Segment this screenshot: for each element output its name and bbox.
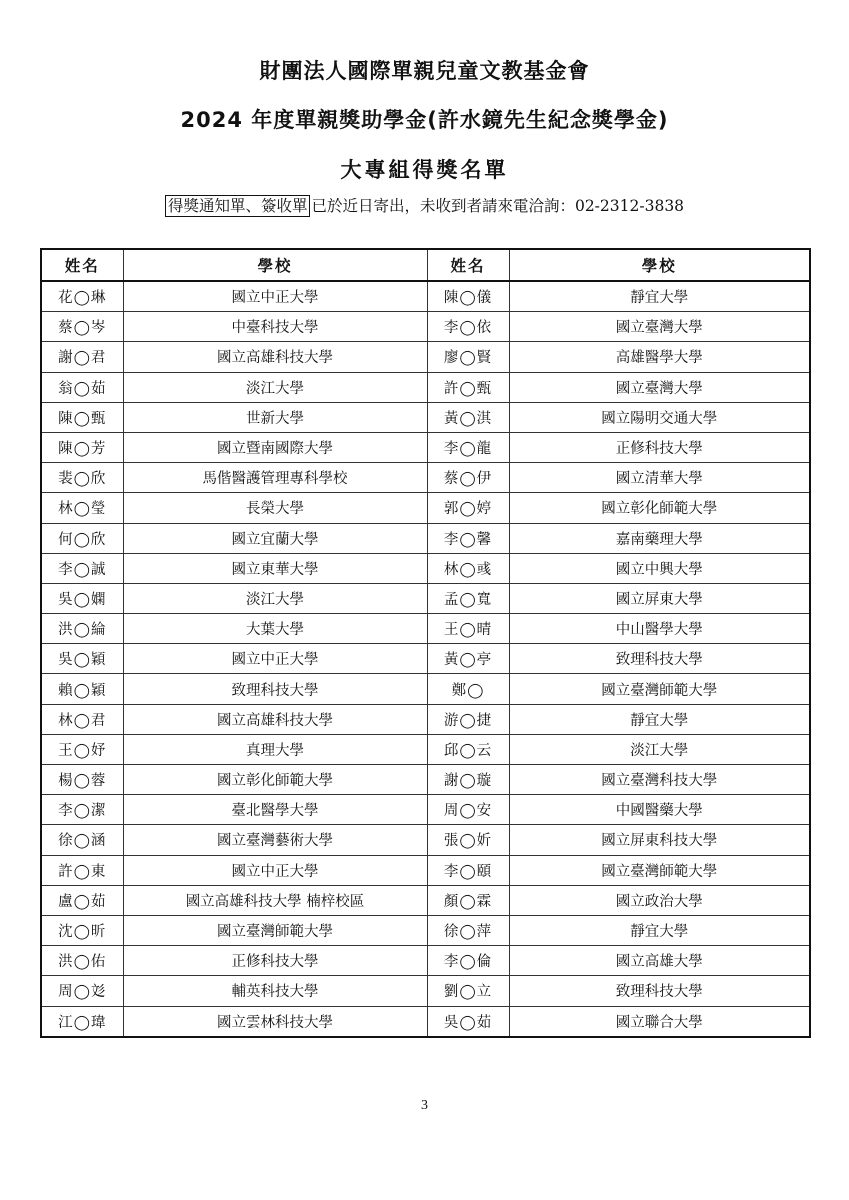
- school-cell: 長榮大學: [123, 493, 427, 523]
- school-cell: 國立臺灣科技大學: [509, 765, 810, 795]
- header-name-right: 姓名: [427, 249, 509, 281]
- school-cell: 國立聯合大學: [509, 1006, 810, 1037]
- winner-name-cell: 許◯甄: [427, 372, 509, 402]
- winner-name-cell: 王◯妤: [41, 734, 123, 764]
- table-row: [41, 523, 810, 553]
- table-row: [41, 281, 810, 312]
- school-cell: 國立政治大學: [509, 885, 810, 915]
- winner-name-cell: 林◯彧: [427, 553, 509, 583]
- school-cell: 中山醫學大學: [509, 614, 810, 644]
- winner-name-cell: 盧◯茹: [41, 885, 123, 915]
- table-body: [41, 281, 810, 1037]
- table-row: [41, 342, 810, 372]
- school-cell: 輔英科技大學: [123, 976, 427, 1006]
- school-cell: 國立陽明交通大學: [509, 402, 810, 432]
- winner-name-cell: 黃◯淇: [427, 402, 509, 432]
- table-row: [41, 704, 810, 734]
- group-title: 大專組得獎名單: [340, 158, 509, 182]
- winner-name-cell: 王◯晴: [427, 614, 509, 644]
- winner-name-cell: 李◯依: [427, 312, 509, 342]
- school-cell: 國立高雄科技大學: [123, 342, 427, 372]
- school-cell: 靜宜大學: [509, 915, 810, 945]
- table-row: [41, 946, 810, 976]
- table-row: [41, 674, 810, 704]
- school-cell: 國立中正大學: [123, 644, 427, 674]
- winner-name-cell: 張◯妡: [427, 825, 509, 855]
- winner-name-cell: 蔡◯伊: [427, 463, 509, 493]
- school-cell: 國立東華大學: [123, 553, 427, 583]
- winner-name-cell: 江◯瑋: [41, 1006, 123, 1037]
- table-row: [41, 734, 810, 764]
- school-cell: 國立臺灣大學: [509, 312, 810, 342]
- winner-name-cell: 吳◯嫻: [41, 583, 123, 613]
- school-cell: 國立高雄科技大學: [123, 704, 427, 734]
- school-cell: 國立臺灣師範大學: [509, 674, 810, 704]
- school-cell: 致理科技大學: [509, 976, 810, 1006]
- school-cell: 國立中正大學: [123, 855, 427, 885]
- winner-name-cell: 楊◯蓉: [41, 765, 123, 795]
- winner-name-cell: 游◯捷: [427, 704, 509, 734]
- school-cell: 靜宜大學: [509, 281, 810, 312]
- notice-line: [0, 194, 849, 216]
- winner-name-cell: 周◯彣: [41, 976, 123, 1006]
- page-number: 3: [421, 1098, 428, 1113]
- notice-boxed-text: 得獎通知單、簽收單: [165, 195, 311, 217]
- school-cell: 馬偕醫護管理專科學校: [123, 463, 427, 493]
- school-cell: 國立清華大學: [509, 463, 810, 493]
- winner-name-cell: 顏◯霖: [427, 885, 509, 915]
- winner-name-cell: 林◯君: [41, 704, 123, 734]
- school-cell: 國立中正大學: [123, 281, 427, 312]
- notice-text: 已於近日寄出，未收到者請來電洽詢：02-2312-3838: [311, 197, 685, 215]
- winner-name-cell: 陳◯儀: [427, 281, 509, 312]
- table-header-row: [41, 249, 810, 281]
- winner-name-cell: 洪◯佑: [41, 946, 123, 976]
- school-cell: 淡江大學: [123, 372, 427, 402]
- award-roster-table: [40, 248, 811, 1038]
- school-cell: 高雄醫學大學: [509, 342, 810, 372]
- school-cell: 國立暨南國際大學: [123, 432, 427, 462]
- school-cell: 國立高雄科技大學 楠梓校區: [123, 885, 427, 915]
- winner-name-cell: 花◯琳: [41, 281, 123, 312]
- winner-name-cell: 吳◯茹: [427, 1006, 509, 1037]
- winner-name-cell: 黃◯亭: [427, 644, 509, 674]
- school-cell: 國立彰化師範大學: [123, 765, 427, 795]
- winner-name-cell: 李◯誠: [41, 553, 123, 583]
- table-row: [41, 1006, 810, 1037]
- winner-name-cell: 廖◯賢: [427, 342, 509, 372]
- school-cell: 國立高雄大學: [509, 946, 810, 976]
- school-cell: 致理科技大學: [123, 674, 427, 704]
- scholarship-title: 2024 年度單親獎助學金(許水鏡先生紀念獎學金): [180, 108, 669, 132]
- school-cell: 正修科技大學: [123, 946, 427, 976]
- winner-name-cell: 許◯東: [41, 855, 123, 885]
- table-row: [41, 855, 810, 885]
- organization-title: 財團法人國際單親兒童文教基金會: [259, 59, 590, 83]
- school-cell: 致理科技大學: [509, 644, 810, 674]
- school-cell: 國立臺灣大學: [509, 372, 810, 402]
- winner-name-cell: 謝◯君: [41, 342, 123, 372]
- winner-name-cell: 李◯頤: [427, 855, 509, 885]
- school-cell: 國立臺灣師範大學: [509, 855, 810, 885]
- winner-name-cell: 李◯馨: [427, 523, 509, 553]
- school-cell: 國立屏東科技大學: [509, 825, 810, 855]
- school-cell: 國立彰化師範大學: [509, 493, 810, 523]
- school-cell: 國立雲林科技大學: [123, 1006, 427, 1037]
- school-cell: 國立屏東大學: [509, 583, 810, 613]
- winner-name-cell: 郭◯婷: [427, 493, 509, 523]
- school-cell: 世新大學: [123, 402, 427, 432]
- winner-name-cell: 李◯倫: [427, 946, 509, 976]
- table-row: [41, 372, 810, 402]
- winner-name-cell: 鄭◯: [427, 674, 509, 704]
- winner-name-cell: 賴◯穎: [41, 674, 123, 704]
- school-cell: 中國醫藥大學: [509, 795, 810, 825]
- winner-name-cell: 徐◯涵: [41, 825, 123, 855]
- table-row: [41, 825, 810, 855]
- table-row: [41, 976, 810, 1006]
- winner-name-cell: 何◯欣: [41, 523, 123, 553]
- school-cell: 靜宜大學: [509, 704, 810, 734]
- winner-name-cell: 陳◯芳: [41, 432, 123, 462]
- school-cell: 大葉大學: [123, 614, 427, 644]
- winner-name-cell: 謝◯璇: [427, 765, 509, 795]
- winner-name-cell: 翁◯茹: [41, 372, 123, 402]
- table-row: [41, 885, 810, 915]
- winner-name-cell: 邱◯云: [427, 734, 509, 764]
- school-cell: 國立臺灣師範大學: [123, 915, 427, 945]
- winner-name-cell: 孟◯寬: [427, 583, 509, 613]
- table-row: [41, 795, 810, 825]
- school-cell: 中臺科技大學: [123, 312, 427, 342]
- school-cell: 國立宜蘭大學: [123, 523, 427, 553]
- table-row: [41, 463, 810, 493]
- table-row: [41, 765, 810, 795]
- winner-name-cell: 陳◯甄: [41, 402, 123, 432]
- school-cell: 國立中興大學: [509, 553, 810, 583]
- winner-name-cell: 徐◯萍: [427, 915, 509, 945]
- winner-name-cell: 李◯龍: [427, 432, 509, 462]
- winner-name-cell: 蔡◯岑: [41, 312, 123, 342]
- winner-name-cell: 劉◯立: [427, 976, 509, 1006]
- table-row: [41, 644, 810, 674]
- winner-name-cell: 林◯瑩: [41, 493, 123, 523]
- table-row: [41, 312, 810, 342]
- winner-name-cell: 吳◯穎: [41, 644, 123, 674]
- school-cell: 正修科技大學: [509, 432, 810, 462]
- header-school-right: 學校: [509, 249, 810, 281]
- table-row: [41, 553, 810, 583]
- school-cell: 淡江大學: [123, 583, 427, 613]
- header-school-left: 學校: [123, 249, 427, 281]
- table-row: [41, 915, 810, 945]
- school-cell: 淡江大學: [509, 734, 810, 764]
- winner-name-cell: 李◯潔: [41, 795, 123, 825]
- winner-name-cell: 沈◯昕: [41, 915, 123, 945]
- school-cell: 國立臺灣藝術大學: [123, 825, 427, 855]
- header-name-left: 姓名: [41, 249, 123, 281]
- table-row: [41, 402, 810, 432]
- winner-name-cell: 洪◯綸: [41, 614, 123, 644]
- table-row: [41, 493, 810, 523]
- winner-name-cell: 周◯安: [427, 795, 509, 825]
- school-cell: 嘉南藥理大學: [509, 523, 810, 553]
- winner-name-cell: 裴◯欣: [41, 463, 123, 493]
- table-row: [41, 614, 810, 644]
- school-cell: 臺北醫學大學: [123, 795, 427, 825]
- table-row: [41, 432, 810, 462]
- table-row: [41, 583, 810, 613]
- school-cell: 真理大學: [123, 734, 427, 764]
